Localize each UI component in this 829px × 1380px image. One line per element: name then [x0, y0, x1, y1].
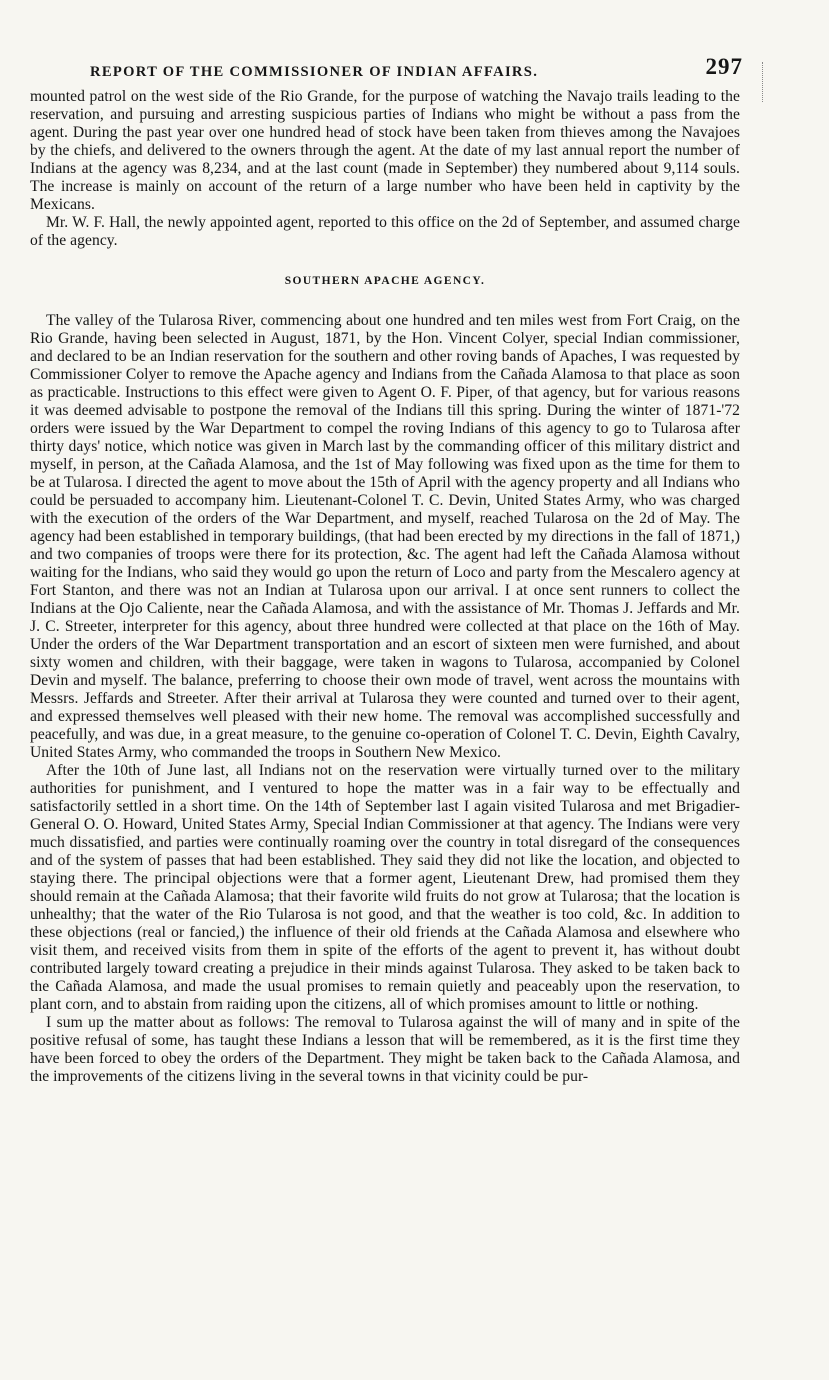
page-number: 297 [705, 54, 743, 79]
paragraph-summary: I sum up the matter about as follows: The removal to Tularosa against the will of many and in spite of the positive refusal of some, has taught these Indians a lesson that will be remembered, as it is the first time they have been forced to obey the orders of the Department. They might be taken back to the Cañada Alamosa, and the improvements of the citizens living in the several towns in that vicinity could be pur- [30, 1014, 740, 1085]
document-page [30, 54, 743, 1086]
page-header [30, 54, 743, 88]
body-text [30, 88, 740, 1086]
paragraph-after-june: After the 10th of June last, all Indians not on the reservation were virtually turned over to the military authorities for punishment, and I ventured to hope the matter was in a fair way to be effectually and satisfactorily settled in a short time. On the 14th of September last I again visited Tularosa and met Brigadier-General O. O. Howard, United States Army, Special Indian Commissioner at that agency. The Indians were very much dissatisfied, and parties were continually roaming over the country in total disregard of the consequences and of the system of passes that had been established. They said they did not like the location, and objected to staying there. The principal objections were that a former agent, Lieutenant Drew, had promised them they should remain at the Cañada Alamosa; that their favorite wild fruits do not grow at Tularosa; that the location is unhealthy; that the water of the Rio Tularosa is not good, and that the weather is too cold, &c. In addition to these objections (real or fancied,) the influence of their old friends at the Cañada Alamosa and elsewhere who visit them, and received visits from them in spite of the efforts of the agent to prevent it, has without doubt contributed largely toward creating a prejudice in their minds against Tularosa. They asked to be taken back to the Cañada Alamosa, and made the usual promises to remain quietly and peaceably upon the reservation, to plant corn, and to abstain from raiding upon the citizens, all of which promises amount to little or nothing. [30, 762, 740, 1013]
section-heading: SOUTHERN APACHE AGENCY. [284, 275, 486, 287]
running-title: REPORT OF THE COMMISSIONER OF INDIAN AFFAIRS. [90, 64, 539, 80]
paragraph-continued: mounted patrol on the west side of the Rio Grande, for the purpose of watching the Navajo trails leading to the reservation, and pursuing and arresting suspicious parties of Indians who might be without a pass from the agent. During the past year over one hundred head of stock have been taken from thieves among the Navajoes by the chiefs, and delivered to the owners through the agent. At the date of my last annual report the number of Indians at the agency was 8,234, and at the last count (made in September) they numbered about 9,114 souls. The increase is mainly on account of the return of a large number who have been held in captivity by the Mexicans. [30, 88, 740, 213]
paragraph-tularosa-valley: The valley of the Tularosa River, commencing about one hundred and ten miles west from Fort Craig, on the Rio Grande, having been selected in August, 1871, by the Hon. Vincent Colyer, special Indian commissioner, and declared to be an Indian reservation for the southern and other roving bands of Apaches, I was requested by Commissioner Colyer to remove the Apache agency and Indians from the Cañada Alamosa to that place as soon as practicable. Instructions to this effect were given to Agent O. F. Piper, of that agency, but for various reasons it was deemed advisable to postpone the removal of the Indians till this spring. During the winter of 1871-'72 orders were issued by the War Department to compel the roving Indians of this agency to go to Tularosa after thirty days' notice, which notice was given in March last by the commanding officer of this military district and myself, in person, at the Cañada Alamosa, and the 1st of May following was fixed upon as the time for them to be at Tularosa. I directed the agent to move about the 15th of April with the agency property and all Indians who could be persuaded to accompany him. Lieutenant-Colonel T. C. Devin, United States Army, who was charged with the execution of the orders of the War Department, and myself, reached Tularosa on the 2d of May. The agency had been established in temporary buildings, (that had been erected by my directions in the fall of 1871,) and two companies of troops were there for its protection, &c. The agent had left the Cañada Alamosa without waiting for the Indians, who said they would go upon the return of Loco and party from the Mescalero agency at Fort Stanton, and there was not an Indian at Tularosa upon our arrival. I at once sent runners to collect the Indians at the Ojo Caliente, near the Cañada Alamosa, and with the assistance of Mr. Thomas J. Jeffards and Mr. J. C. Streeter, interpreter for this agency, about three hundred were collected at that place on the 16th of May. Under the orders of the War Department transportation and an escort of sixteen men were furnished, and about sixty women and children, with their baggage, were taken in wagons to Tularosa, accompanied by Colonel Devin and myself. The balance, preferring to choose their own mode of travel, went across the mountains with Messrs. Jeffards and Streeter. After their arrival at Tularosa they were counted and turned over to their agent, and expressed themselves well pleased with their new home. The removal was accomplished successfully and peacefully, and was due, in a great measure, to the genuine co-operation of Colonel T. C. Devin, Eighth Cavalry, United States Army, who commanded the troops in Southern New Mexico. [30, 312, 740, 761]
margin-mark [762, 62, 764, 102]
paragraph-new-agent: Mr. W. F. Hall, the newly appointed agent, reported to this office on the 2d of September, and assumed charge of the agency. [30, 214, 740, 249]
